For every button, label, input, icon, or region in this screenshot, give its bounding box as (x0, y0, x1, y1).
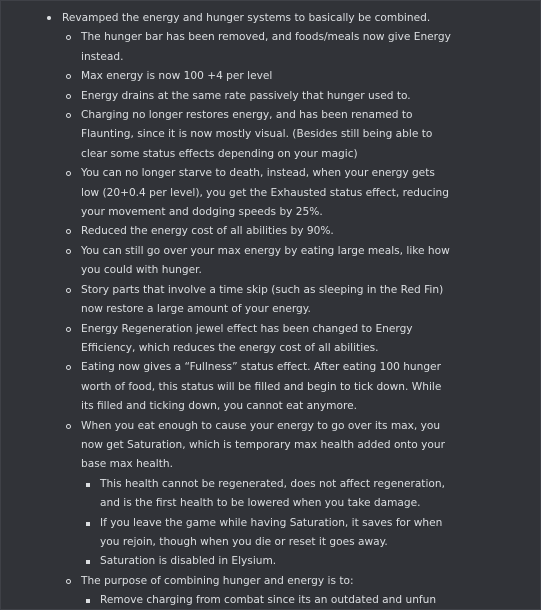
list-item-text: The hunger bar has been removed, and foods/meals now give Energy instead. (81, 31, 451, 63)
list-item-text: The purpose of combining hunger and energy is to: (81, 574, 354, 587)
bullet-circle-icon (66, 327, 71, 332)
changelog-body (1, 9, 540, 610)
list-item (1, 28, 540, 67)
list-item-text: This health cannot be regenerated, does not affect regeneration, and is the first health to be lowered when you take damage. (100, 477, 445, 510)
changelog-list (1, 9, 540, 610)
bullet-circle-icon (66, 74, 71, 79)
list-item (1, 475, 540, 514)
list-item-text: When you eat enough to cause your energy to go over its max, you now get Saturation, which is temporary max health added onto your base max health. (81, 419, 445, 471)
list-item (1, 9, 540, 28)
list-item (1, 514, 540, 553)
bullet-circle-icon (66, 35, 71, 40)
bullet-disc-icon (47, 16, 51, 20)
clipped-previous-line (1, 1, 540, 5)
list-item (1, 417, 540, 475)
list-item-text: Energy Regeneration jewel effect has been changed to Energy Efficiency, which reduces the energy cost of all abilities. (81, 322, 413, 354)
bullet-circle-icon (66, 171, 71, 176)
bullet-square-icon (86, 522, 90, 526)
bullet-circle-icon (66, 365, 71, 370)
bullet-circle-icon (66, 94, 71, 99)
bullet-square-icon (86, 599, 90, 603)
list-item (1, 242, 540, 281)
bullet-circle-icon (66, 249, 71, 254)
bullet-circle-icon (66, 229, 71, 234)
bullet-circle-icon (66, 424, 71, 429)
bullet-square-icon (86, 483, 90, 487)
list-item-text: Eating now gives a “Fullness” status effect. After eating 100 hunger worth of food, this status will be filled and begin to tick down. While its filled and ticking down, you cannot eat anymore. (81, 361, 442, 413)
bullet-square-icon (86, 560, 90, 564)
list-item (1, 281, 540, 320)
list-item-text: If you leave the game while having Saturation, it saves for when you rejoin, though when you die or reset it goes away. (100, 516, 443, 548)
list-item-text: Revamped the energy and hunger systems to basically be combined. (62, 12, 431, 24)
list-item (1, 87, 540, 106)
list-item (1, 67, 540, 86)
list-item (1, 358, 540, 416)
bullet-circle-icon (66, 113, 71, 118)
list-item-text: You can no longer starve to death, instead, when your energy gets low (20+0.4 per level), you get the Exhausted status effect, reducing your movement and dodging speeds by 25%. (81, 167, 449, 219)
list-item-text: Max energy is now 100 +4 per level (81, 70, 273, 83)
list-item-text: You can still go over your max energy by eating large meals, like how you could with hunger. (81, 244, 450, 277)
bullet-circle-icon (66, 579, 71, 584)
list-item-text: Saturation is disabled in Elysium. (100, 555, 277, 568)
list-item (1, 572, 540, 591)
list-item-text: Energy drains at the same rate passively that hunger used to. (81, 89, 411, 102)
list-item (1, 222, 540, 241)
list-item (1, 320, 540, 359)
list-item (1, 106, 540, 164)
list-item-text: Charging no longer restores energy, and has been renamed to Flaunting, since it is now mostly visual. (Besides still being able to clear some status effects depending on your magic) (81, 109, 433, 160)
bullet-circle-icon (66, 288, 71, 293)
list-item-text: Story parts that involve a time skip (such as sleeping in the Red Fin) now restore a large amount of your energy. (81, 283, 444, 316)
list-item (1, 552, 540, 571)
list-item (1, 591, 540, 610)
list-item (1, 164, 540, 222)
list-item-text: Reduced the energy cost of all abilities by 90%. (81, 225, 334, 238)
list-item-text: Remove charging from combat since its an outdated and unfun (100, 594, 437, 607)
